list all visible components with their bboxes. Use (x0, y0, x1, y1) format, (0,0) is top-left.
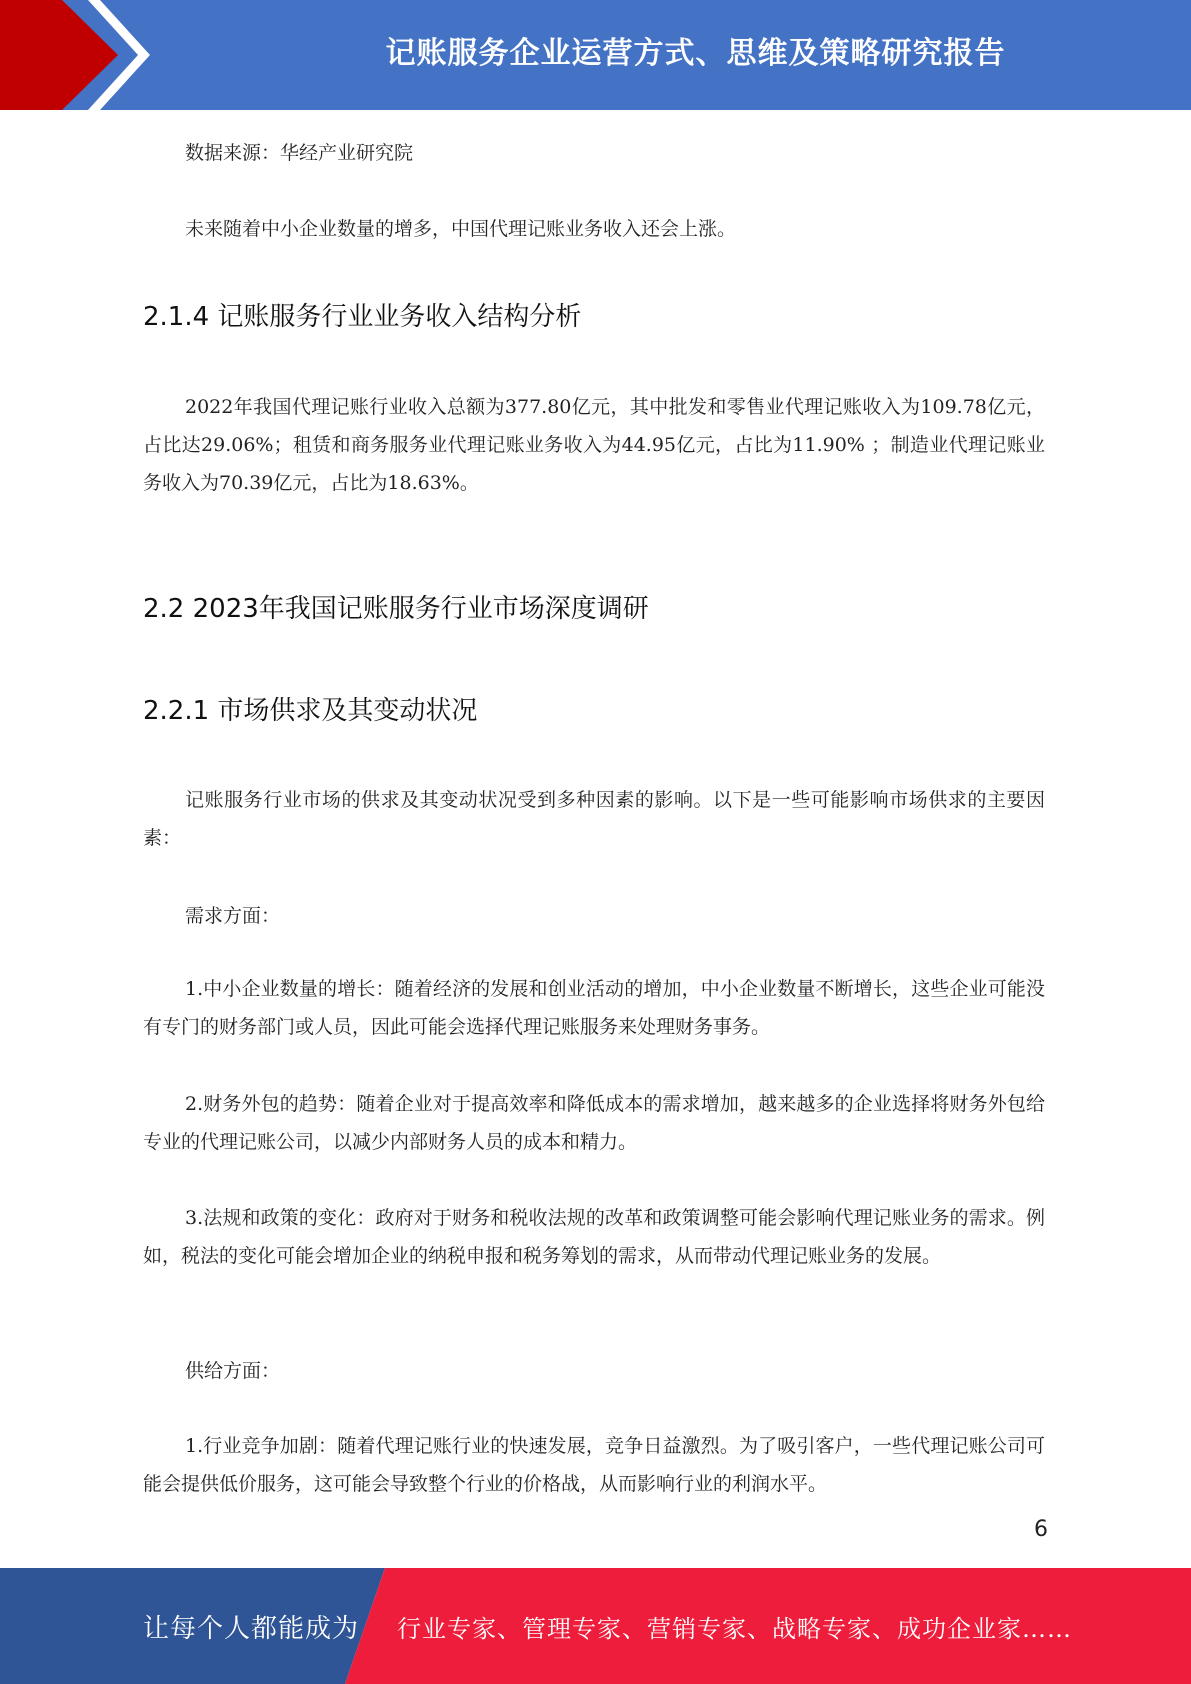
report-title: 记账服务企业运营方式、思维及策略研究报告 (385, 36, 1006, 71)
demand-item-3: 3.法规和政策的变化：政府对于财务和税收法规的改革和政策调整可能会影响代理记账业务的需求。例如，税法的变化可能会增加企业的纳税申报和税务筹划的需求，从而带动代理记账业务的发展。 (143, 1207, 1045, 1267)
footer-slogan-left: 让每个人都能成为 (143, 1613, 360, 1644)
demand-label: 需求方面： (185, 905, 281, 927)
section-heading-2-2-1: 2.2.1 市场供求及其变动状况 (143, 696, 478, 726)
intro-paragraph: 记账服务行业市场的供求及其变动状况受到多种因素的影响。以下是一些可能影响市场供求的主要因素： (143, 789, 1045, 849)
future-note: 未来随着中小企业数量的增多，中国代理记账业务收入还会上涨。 (185, 218, 737, 240)
source-note: 数据来源：华经产业研究院 (185, 142, 414, 164)
footer-slogan-right: 行业专家、管理专家、营销专家、战略专家、成功企业家…… (397, 1614, 1072, 1643)
supply-label: 供给方面： (185, 1360, 281, 1382)
demand-item-1: 1.中小企业数量的增长：随着经济的发展和创业活动的增加，中小企业数量不断增长，这些企业可能没有专门的财务部门或人员，因此可能会选择代理记账服务来处理财务事务。 (143, 978, 1045, 1038)
section-heading-2-2: 2.2 2023年我国记账服务行业市场深度调研 (143, 594, 649, 624)
page-number: 6 (1034, 1517, 1048, 1542)
supply-item-1: 1.行业竞争加剧：随着代理记账行业的快速发展，竞争日益激烈。为了吸引客户，一些代理记账公司可能会提供低价服务，这可能会导致整个行业的价格战，从而影响行业的利润水平。 (143, 1435, 1045, 1495)
header-red-arrow (0, 0, 118, 110)
revenue-structure-paragraph: 2022年我国代理记账行业收入总额为377.80亿元，其中批发和零售业代理记账收入为109.78亿元，占比达29.06%；租赁和商务服务业代理记账业务收入为44.95亿元，占比为11.90% ；制造业代理记账业务收入为70.39亿元，占比为18.63%。 (143, 396, 1045, 494)
demand-item-2: 2.财务外包的趋势：随着企业对于提高效率和降低成本的需求增加，越来越多的企业选择将财务外包给专业的代理记账公司，以减少内部财务人员的成本和精力。 (143, 1093, 1045, 1153)
page-footer (0, 1568, 1191, 1684)
page-header (0, 0, 1191, 110)
section-heading-2-1-4: 2.1.4 记账服务行业业务收入结构分析 (143, 302, 582, 332)
